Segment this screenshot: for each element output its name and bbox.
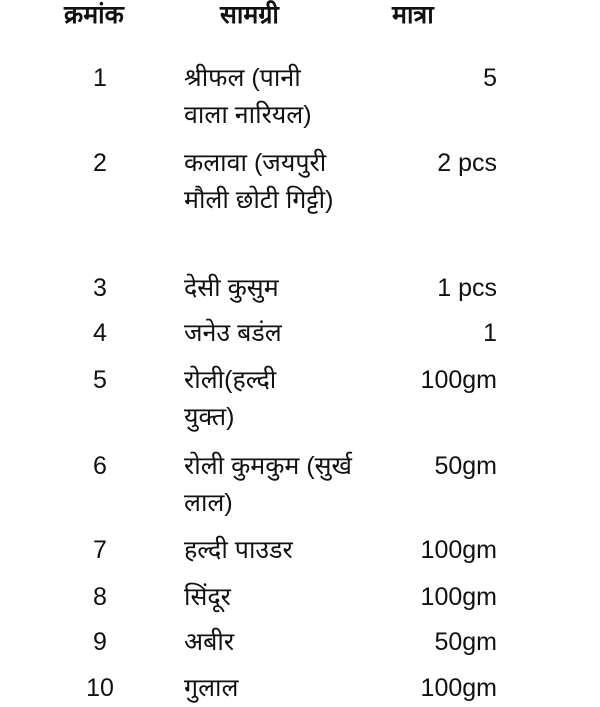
serial-number: 7: [93, 536, 107, 564]
serial-number: 5: [93, 366, 107, 394]
item-quantity: 5: [483, 64, 497, 92]
item-quantity: 100gm: [420, 674, 497, 702]
item-quantity: 1 pcs: [437, 274, 497, 302]
item-name: देसी कुसुम: [184, 274, 279, 302]
item-name: रोली कुमकुम (सुर्ख लाल): [184, 452, 352, 517]
item-quantity: 100gm: [420, 583, 497, 611]
item-quantity: 50gm: [434, 628, 497, 656]
serial-number: 2: [93, 149, 107, 177]
item-name: सिंदूर: [184, 583, 231, 611]
item-quantity: 100gm: [420, 366, 497, 394]
header-quantity: मात्रा: [392, 1, 434, 29]
serial-number: 9: [93, 628, 107, 656]
item-quantity: 50gm: [434, 452, 497, 480]
serial-number: 3: [93, 274, 107, 302]
serial-number: 10: [86, 674, 114, 702]
serial-number: 6: [93, 452, 107, 480]
item-name: रोली(हल्दी युक्त): [184, 366, 277, 431]
header-item: सामग्री: [220, 1, 279, 29]
header-serial: क्रमांक: [64, 1, 124, 29]
serial-number: 1: [93, 64, 107, 92]
serial-number: 4: [93, 319, 107, 347]
item-quantity: 100gm: [420, 536, 497, 564]
item-quantity: 1: [483, 319, 497, 347]
serial-number: 8: [93, 583, 107, 611]
item-name: श्रीफल (पानी वाला नारियल): [184, 64, 312, 129]
item-name: जनेउ बडंल: [184, 319, 282, 347]
item-name: अबीर: [184, 628, 235, 656]
item-quantity: 2 pcs: [437, 149, 497, 177]
item-name: गुलाल: [184, 674, 239, 702]
item-name: कलावा (जयपुरी मौली छोटी गिट्टी): [184, 149, 334, 214]
item-name: हल्दी पाउडर: [184, 536, 293, 564]
